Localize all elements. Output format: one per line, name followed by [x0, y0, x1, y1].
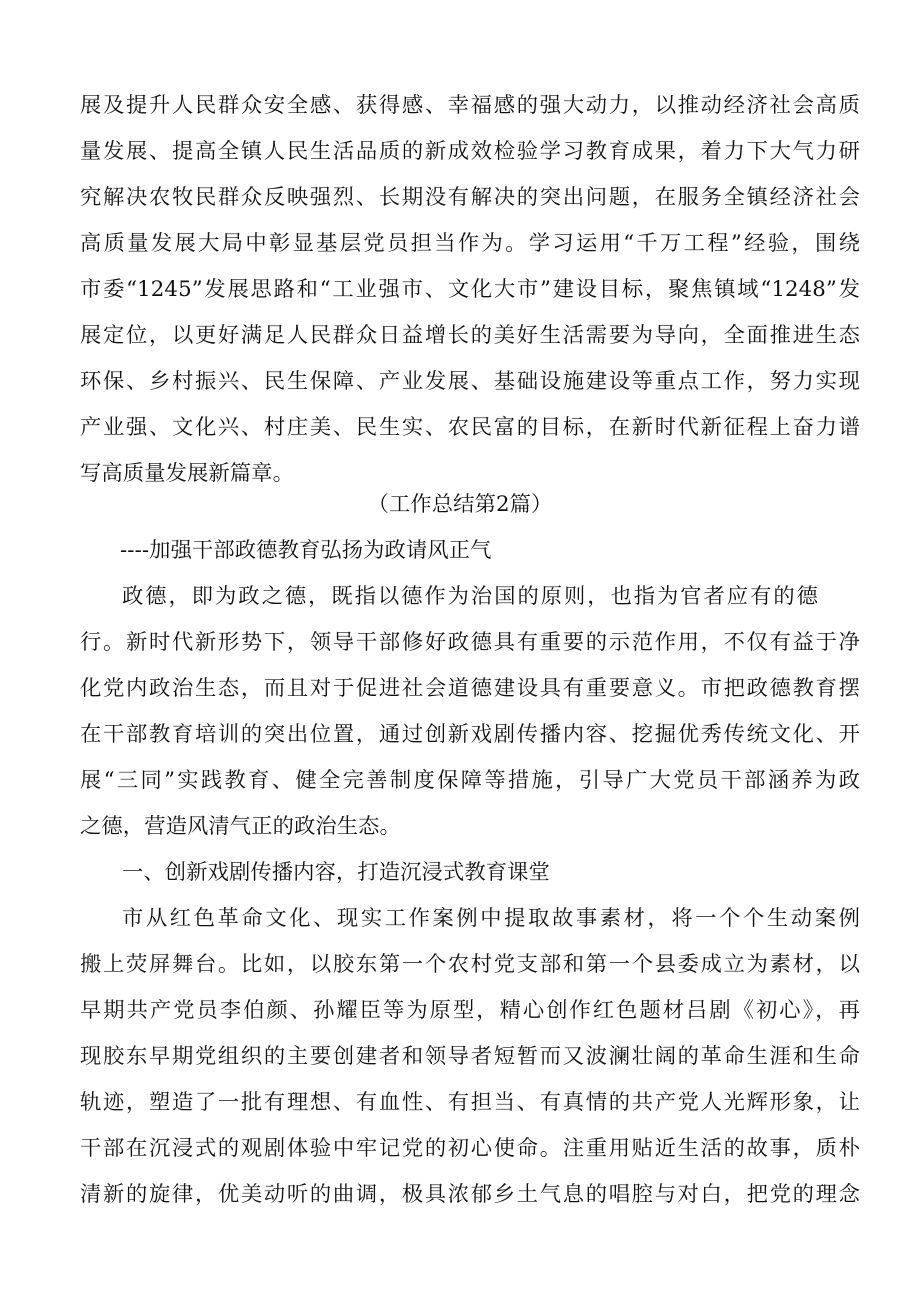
- paragraph-line: 搬上荧屏舞台。比如，以胶东第一个农村党支部和第一个县委成立为素材，以: [80, 952, 860, 977]
- paragraph-line: 化党内政治生态，而且对于促进社会道德建设具有重要意义。市把政德教育摆: [80, 676, 860, 701]
- paragraph-line: 产业强、文化兴、村庄美、民生实、农民富的目标，在新时代新征程上奋力谱: [80, 415, 860, 440]
- paragraph-line: 之德，营造风清气正的政治生态。: [80, 814, 401, 839]
- paragraph-line: 早期共产党员李伯颜、孙耀臣等为原型，精心创作红色题材吕剧《初心》，再: [80, 998, 860, 1023]
- paragraph-line: 轨迹，塑造了一批有理想、有血性、有担当、有真情的共产党人光辉形象，让: [80, 1090, 860, 1115]
- section-heading: （工作总结第2篇）: [367, 492, 553, 517]
- paragraph-line: 环保、乡村振兴、民生保障、产业发展、基础设施建设等重点工作，努力实现: [80, 369, 860, 394]
- section-heading: 一、创新戏剧传播内容，打造沉浸式教育课堂: [122, 860, 550, 885]
- paragraph-line: 展定位，以更好满足人民群众日益增长的美好生活需要为导向，全面推进生态: [80, 323, 860, 348]
- paragraph-line: 展“三同”实践教育、健全完善制度保障等措施，引导广大党员干部涵养为政: [80, 768, 860, 793]
- paragraph-line: 市从红色革命文化、现实工作案例中提取故事素材，将一个个生动案例: [122, 906, 860, 931]
- paragraph-line: 在干部教育培训的突出位置，通过创新戏剧传播内容、挖掘优秀传统文化、开: [80, 722, 860, 747]
- paragraph-line: 现胶东早期党组织的主要创建者和领导者短暂而又波澜壮阔的革命生涯和生命: [80, 1044, 860, 1069]
- paragraph-line: 写高质量发展新篇章。: [80, 461, 294, 486]
- paragraph-line: 量发展、提高全镇人民生活品质的新成效检验学习教育成果，着力下大气力研: [80, 139, 860, 164]
- paragraph-line: 高质量发展大局中彰显基层党员担当作为。学习运用“千万工程”经验，围绕: [80, 231, 860, 256]
- document-subtitle: ----加强干部政德教育弘扬为政请风正气: [120, 538, 492, 563]
- paragraph-line: 究解决农牧民群众反映强烈、长期没有解决的突出问题，在服务全镇经济社会: [80, 185, 860, 210]
- paragraph-line: 清新的旋律，优美动听的曲调，极具浓郁乡土气息的唱腔与对白，把党的理念: [80, 1182, 860, 1207]
- paragraph-line: 政德，即为政之德，既指以德作为治国的原则，也指为官者应有的德: [122, 584, 818, 609]
- paragraph-line: 市委“1245”发展思路和“工业强市、文化大市”建设目标，聚焦镇域“1248”发: [80, 277, 860, 302]
- paragraph-line: 行。新时代新形势下，领导干部修好政德具有重要的示范作用，不仅有益于净: [80, 630, 860, 655]
- paragraph-line: 展及提升人民群众安全感、获得感、幸福感的强大动力，以推动经济社会高质: [80, 93, 860, 118]
- paragraph-line: 干部在沉浸式的观剧体验中牢记党的初心使命。注重用贴近生活的故事，质朴: [80, 1136, 860, 1161]
